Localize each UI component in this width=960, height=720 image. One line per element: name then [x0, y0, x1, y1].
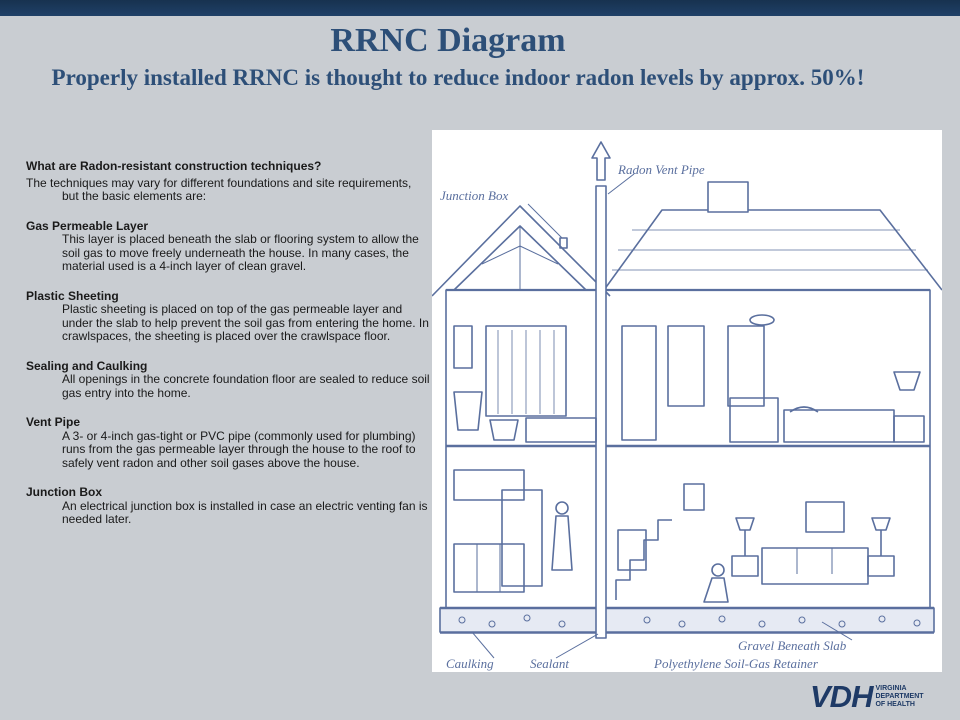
section-heading: Vent Pipe	[26, 415, 81, 429]
section-heading: Gas Permeable Layer	[26, 218, 149, 233]
section-body: A 3- or 4-inch gas-tight or PVC pipe (commonly used for plumbing) runs from the gas permeable layer through the house to the roof to safely vent radon and other soil gases above the house.	[62, 428, 416, 470]
section-heading: Sealing and Caulking	[26, 358, 148, 373]
table-lamp-shade	[894, 372, 920, 390]
roof-shingles	[612, 230, 928, 270]
end-table-right	[868, 556, 894, 576]
chimney	[708, 182, 748, 212]
section-gas-permeable-layer	[26, 220, 430, 274]
house-cutaway-illustration	[432, 130, 942, 672]
slide-title: RRNC Diagram	[330, 22, 566, 59]
section-body: This layer is placed beneath the slab or flooring system to allow the soil gas to move freely underneath the house. In many cases, the material used is a 4-inch layer of clean gravel.	[62, 232, 419, 273]
sofa	[762, 548, 868, 584]
counter-doors	[477, 544, 500, 592]
vent-exhaust-arrow	[592, 142, 610, 180]
question-heading: What are Radon-resistant construction techniques?	[26, 159, 322, 173]
label-sealant: Sealant	[530, 656, 569, 671]
label-gravel-beneath-slab: Gravel Beneath Slab	[738, 638, 847, 653]
end-table-left	[732, 556, 758, 576]
section-body: Plastic sheeting is placed on top of the gas permeable layer and under the slab to help prevent the soil gas from entering the home. In crawlspaces, the sheeting is placed over the crawlspace floor.	[62, 302, 429, 343]
toilet	[490, 420, 518, 440]
child-head	[712, 564, 724, 576]
nightstand	[894, 416, 924, 442]
section-sealing-and-caulking	[26, 360, 430, 401]
gravel-layer	[440, 608, 934, 632]
vdh-logo-line-3: OF HEALTH	[875, 701, 915, 708]
top-bar	[0, 0, 960, 16]
refrigerator	[502, 490, 542, 586]
vdh-logo-line-1: VIRGINIA	[875, 685, 907, 692]
bed	[784, 410, 894, 442]
picture-frame-2	[806, 502, 844, 532]
vdh-logo-text	[875, 685, 923, 709]
bathtub	[526, 418, 596, 442]
bedroom-window-2	[728, 326, 764, 406]
section-plastic-sheeting	[26, 290, 430, 344]
section-body: All openings in the concrete foundation floor are sealed to reduce soil gas entry into the home.	[62, 372, 430, 400]
picture-frame	[684, 484, 704, 510]
section-body: An electrical junction box is installed in case an electric venting fan is needed later.	[62, 498, 428, 526]
house-outline	[446, 290, 930, 608]
vdh-logo	[810, 678, 950, 716]
label-caulking: Caulking	[446, 656, 494, 671]
kitchen-cabinets-upper	[454, 470, 524, 500]
left-roof-gable	[432, 206, 610, 296]
staircase	[616, 520, 672, 600]
person-body	[552, 516, 572, 570]
bedroom-window	[668, 326, 704, 406]
bathroom-window	[454, 326, 472, 368]
bathroom-sink	[454, 392, 482, 430]
dresser	[730, 398, 778, 442]
ceiling-lamp	[750, 315, 774, 325]
section-junction-box	[26, 486, 430, 527]
tv-cabinet	[618, 530, 646, 570]
rrnc-house-diagram	[432, 130, 942, 672]
lamp-shade-right	[872, 518, 890, 530]
kitchen-counter	[454, 544, 524, 592]
intro-text: The techniques may vary for different foundations and site requirements, but the basic elements are:	[26, 175, 412, 203]
curtain-folds	[498, 330, 554, 414]
bedroom-door	[622, 326, 656, 440]
child-body	[704, 578, 728, 602]
vdh-logo-mark: VDH	[810, 679, 873, 714]
lamp-shade-left	[736, 518, 754, 530]
section-heading: Junction Box	[26, 485, 103, 499]
label-radon-vent-pipe: Radon Vent Pipe	[618, 162, 705, 177]
label-polyethylene-retainer: Polyethylene Soil-Gas Retainer	[654, 656, 818, 671]
sofa-cushions	[797, 548, 832, 574]
section-heading: Plastic Sheeting	[26, 288, 119, 303]
section-vent-pipe	[26, 416, 430, 470]
text-column	[26, 160, 430, 527]
slide-subtitle: Properly installed RRNC is thought to reduce indoor radon levels by approx. 50%!	[51, 65, 865, 90]
gable-rafters	[482, 226, 558, 290]
radon-vent-pipe	[596, 186, 606, 638]
person-head	[556, 502, 568, 514]
label-junction-box: Junction Box	[440, 188, 509, 203]
vdh-logo-line-2: DEPARTMENT	[875, 693, 924, 700]
